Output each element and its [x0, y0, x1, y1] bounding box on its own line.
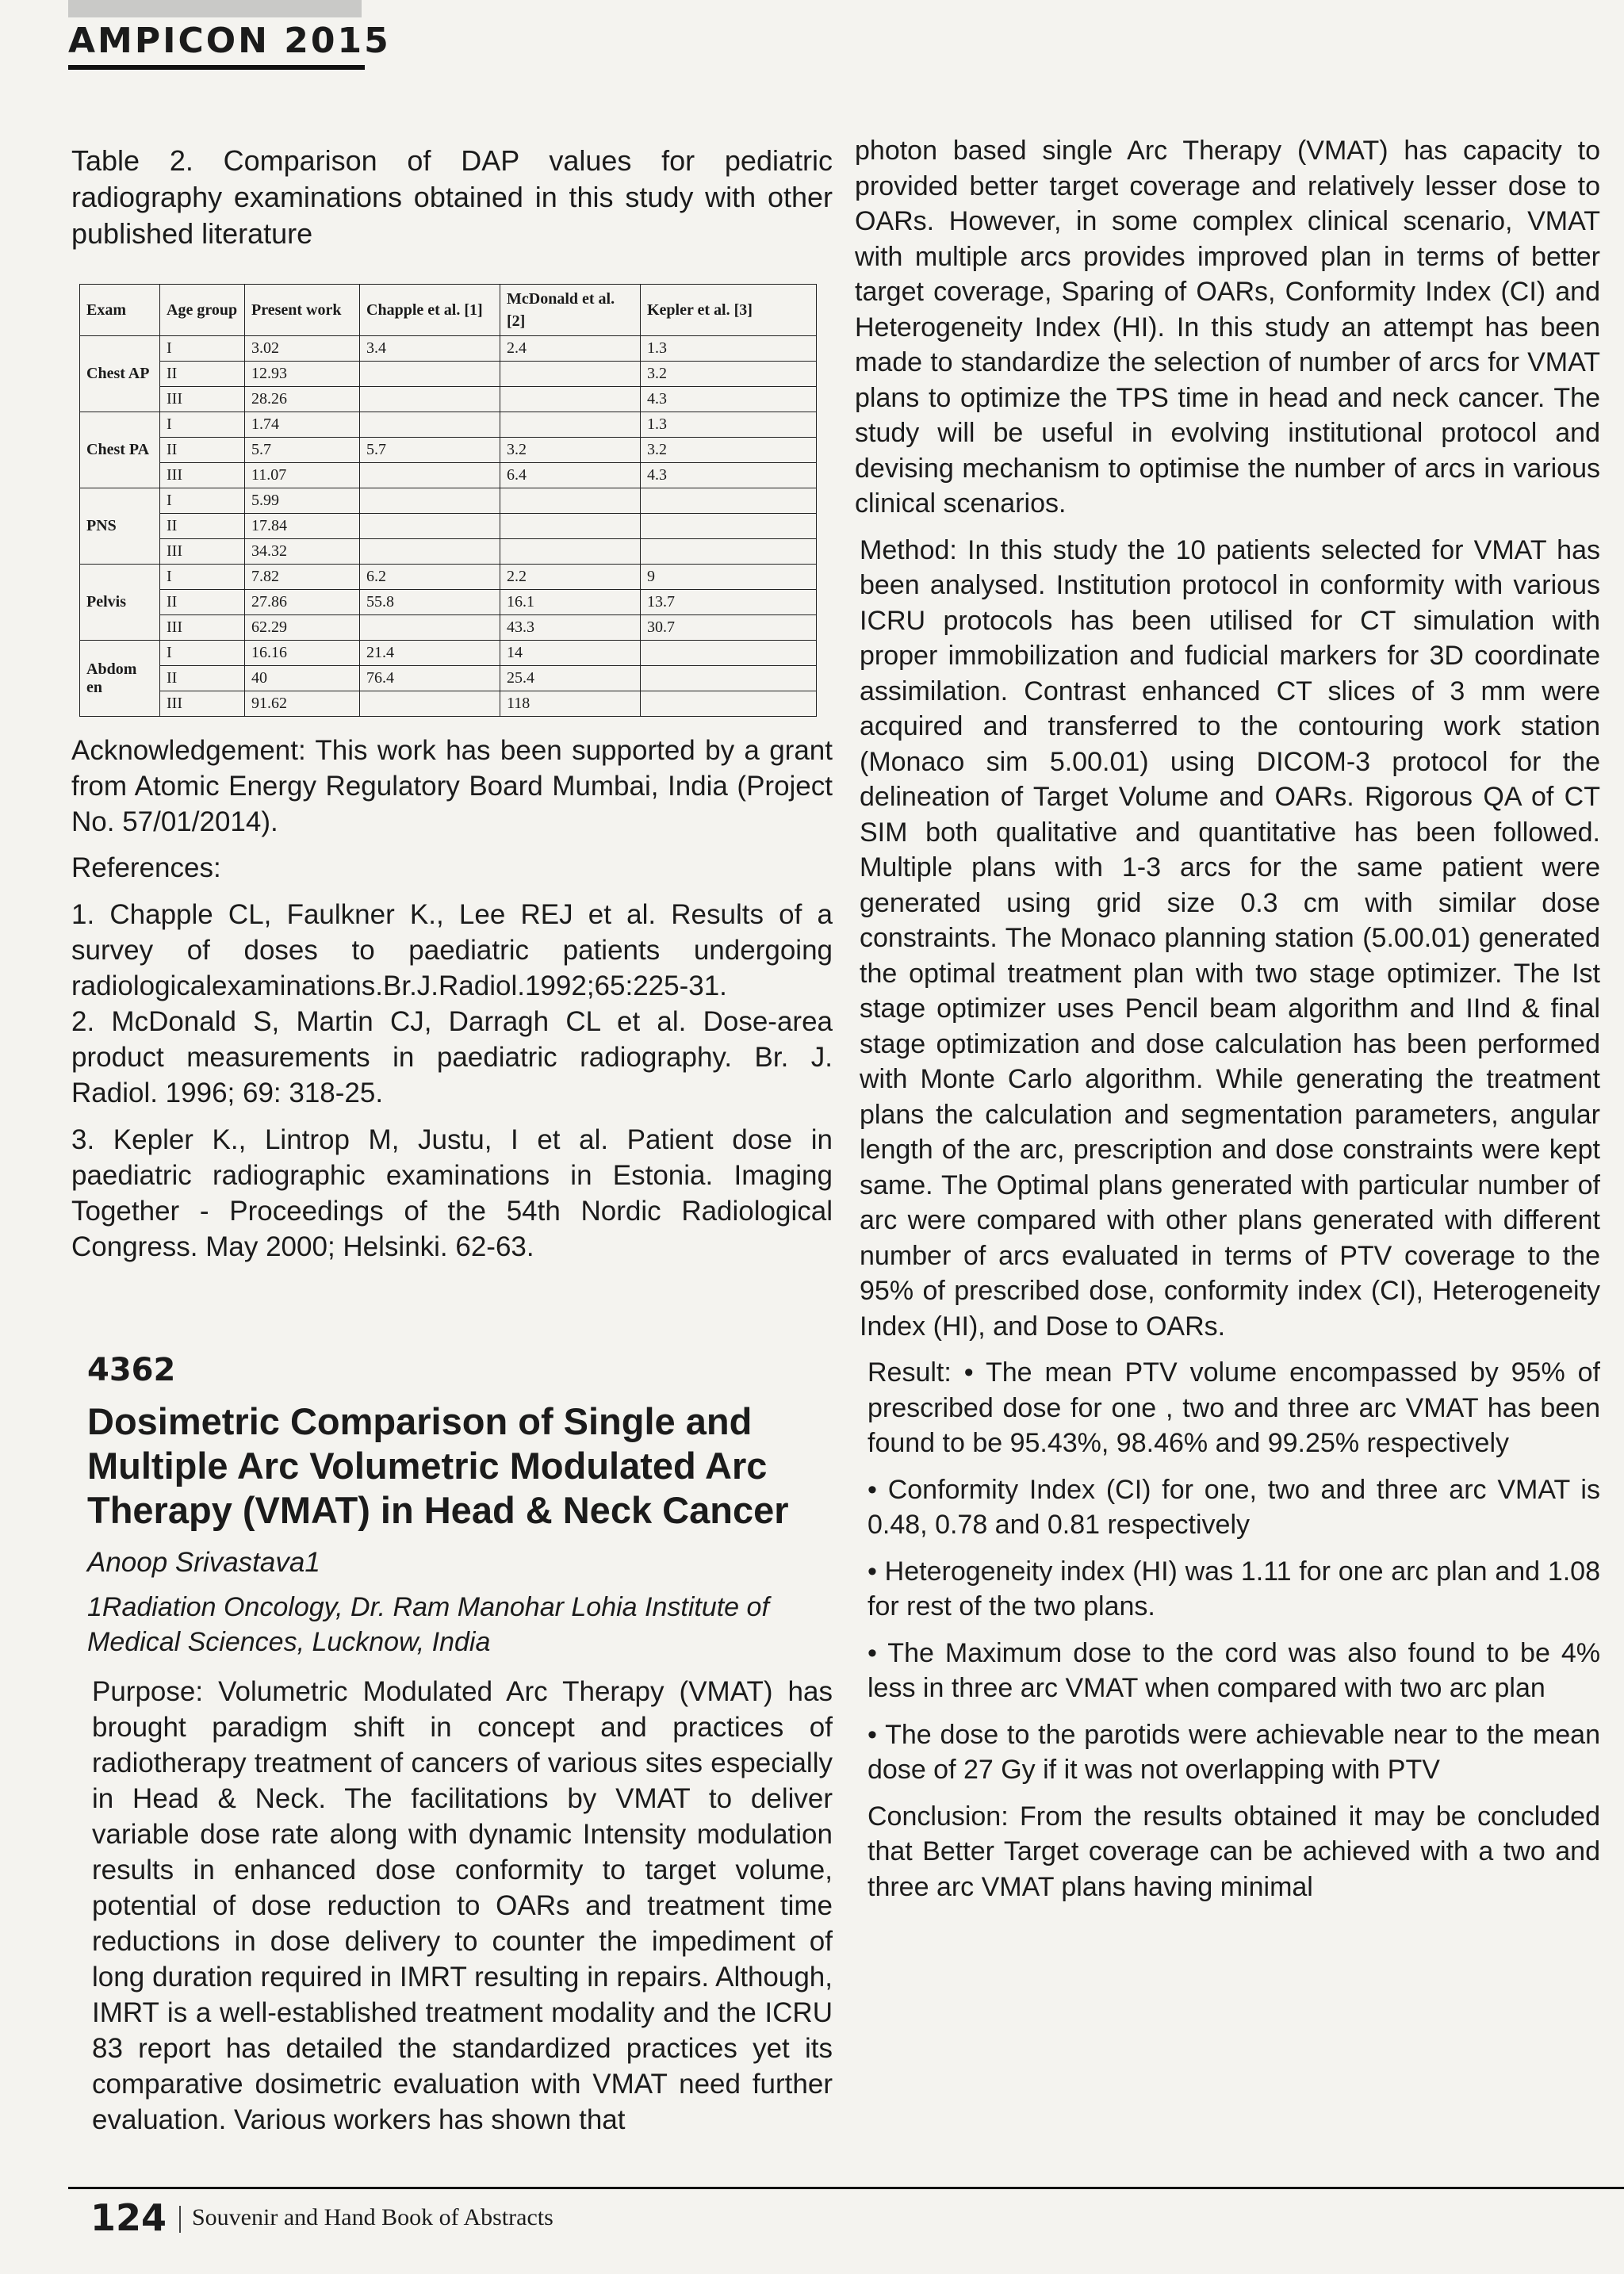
footer-text: Souvenir and Hand Book of Abstracts — [192, 2204, 553, 2230]
dap-value-cell — [500, 387, 641, 412]
dap-value-cell: 3.2 — [641, 438, 817, 463]
dap-value-cell: 6.4 — [500, 463, 641, 488]
exam-cell: Pelvis — [80, 565, 160, 641]
result-item: • Heterogeneity index (HI) was 1.11 for one arc plan and 1.08 for rest of the two plans. — [868, 1556, 1600, 1621]
dap-value-cell: 27.86 — [245, 590, 360, 615]
exam-cell: Chest PA — [80, 412, 160, 488]
acknowledgement: Acknowledgement: This work has been supported by a grant from Atomic Energy Regulatory Board Mumbai, India (Project No. 57/01/2014). — [71, 735, 833, 837]
dap-value-cell — [641, 514, 817, 539]
purpose-paragraph: Purpose: Volumetric Modulated Arc Therapy (VMAT) has brought paradigm shift in concept and practices of radiotherapy treatment of cancers of various sites especially in Head & Neck. The facilitations by VMAT to deliver variable dose rate along with dynamic Intensity modulation results in enhanced dose conformity to target volume, potential of dose reduction to OARs and treatment time reductions in dose delivery to counter the impediment of long duration required in IMRT resulting in repairs. Although, IMRT is a well-established treatment modality and the ICRU 83 report has detailed the standardized practices yet its comparative dosimetric evaluation with VMAT need further evaluation. Various workers has shown that — [92, 1676, 833, 2135]
dap-value-cell — [500, 514, 641, 539]
dap-value-cell: 1.3 — [641, 336, 817, 362]
table-caption: Table 2. Comparison of DAP values for pediatric radiography examinations obtained in this study with other published literature — [71, 144, 833, 250]
age-group-cell: III — [160, 463, 245, 488]
exam-cell: PNS — [80, 488, 160, 565]
dap-value-cell: 12.93 — [245, 362, 360, 387]
dap-value-cell — [500, 412, 641, 438]
abstract-id: 4362 — [87, 1352, 176, 1388]
table-row — [80, 615, 817, 641]
dap-value-cell — [360, 387, 500, 412]
age-group-cell: I — [160, 488, 245, 514]
header-bar — [68, 0, 362, 17]
header-cell: Chapple et al. [1] — [360, 285, 500, 336]
header-cell: Age group — [160, 285, 245, 336]
result-item: Result: • The mean PTV volume encompassed by 95% of prescribed dose for one , two and three arc VMAT has been found to be 95.43%, 98.46% and 99.25% respectively — [868, 1357, 1600, 1458]
conclusion-paragraph: Conclusion: From the results obtained it may be concluded that Better Target coverage can be achieved with a two and three arc VMAT plans having minimal — [868, 1801, 1600, 1902]
dap-value-cell — [360, 463, 500, 488]
dap-value-cell: 30.7 — [641, 615, 817, 641]
table-body — [80, 336, 817, 717]
dap-value-cell — [360, 362, 500, 387]
dap-value-cell: 1.3 — [641, 412, 817, 438]
dap-value-cell: 28.26 — [245, 387, 360, 412]
dap-value-cell: 4.3 — [641, 463, 817, 488]
dap-value-cell — [500, 539, 641, 565]
dap-value-cell: 16.16 — [245, 641, 360, 666]
dap-value-cell: 5.7 — [360, 438, 500, 463]
dap-value-cell: 43.3 — [500, 615, 641, 641]
exam-cell: Abdom en — [80, 641, 160, 717]
result-item: • The dose to the parotids were achievable near to the mean dose of 27 Gy if it was not overlapping with PTV — [868, 1719, 1600, 1785]
table-row — [80, 691, 817, 717]
dap-value-cell — [500, 488, 641, 514]
dap-value-cell: 5.99 — [245, 488, 360, 514]
dap-value-cell: 3.4 — [360, 336, 500, 362]
dap-value-cell: 3.2 — [500, 438, 641, 463]
table-row — [80, 539, 817, 565]
table-row — [80, 463, 817, 488]
author: Anoop Srivastava1 — [87, 1547, 320, 1578]
left-column — [71, 143, 833, 2149]
header-cell: Exam — [80, 285, 160, 336]
table-row — [80, 336, 817, 362]
reference-item: 1. Chapple CL, Faulkner K., Lee REJ et al. Results of a survey of doses to paediatric patients undergoing radiologicalexaminations.Br.J.Radiol.1992;65:225-31. — [71, 899, 833, 1001]
age-group-cell: III — [160, 691, 245, 717]
method-paragraph: Method: In this study the 10 patients selected for VMAT has been analysed. Institution protocol in conformity with various ICRU protocols has been utilised for CT simulation with proper immobilization and fudicial markers for 3D coordinate assimilation. Contrast enhanced CT slices of 3 mm were acquired and transferred to the contouring work station (Monaco sim 5.00.01) using DICOM-3 protocol for the delineation of Target Volume and OARs. Rigorous QA of CT SIM both qualitative and quantitative has been followed. Multiple plans with 1-3 arcs for the same patient were generated using grid size 0.3 cm with similar dose constraints. The Monaco planning station (5.00.01) generated the optimal treatment plan with two stage optimizer. The Ist stage optimizer uses Pencil beam algorithm and IInd & final stage optimization and dose calculation has been performed with Monte Carlo algorithm. While generating the treatment plans the calculation and segmentation parameters, angular length of the arc, prescription and dose constraints were kept same. The Optimal plans generated with particular number of arc were compared with other plans generated with different number of arcs evaluated in terms of PTV coverage to the 95% of prescribed dose, conformity index (CI), Heterogeneity Index (HI), and Dose to OARs. — [860, 534, 1600, 1342]
dap-value-cell: 7.82 — [245, 565, 360, 590]
table-row — [80, 666, 817, 691]
result-item: • Conformity Index (CI) for one, two and three arc VMAT is 0.48, 0.78 and 0.81 respectively — [868, 1474, 1600, 1540]
dap-value-cell: 62.29 — [245, 615, 360, 641]
dap-value-cell: 17.84 — [245, 514, 360, 539]
header-rule — [68, 65, 365, 70]
age-group-cell: II — [160, 514, 245, 539]
exam-cell: Chest AP — [80, 336, 160, 412]
dap-table — [79, 284, 817, 717]
references-label: References: — [71, 852, 221, 883]
dap-value-cell: 34.32 — [245, 539, 360, 565]
reference-item: 3. Kepler K., Lintrop M, Justu, I et al. Patient dose in paediatric radiographic examinations in Estonia. Imaging Together - Proceedings of the 54th Nordic Radiological Congress. May 2000; Helsinki. 62-63. — [71, 1124, 833, 1262]
header-cell: Kepler et al. [3] — [641, 285, 817, 336]
age-group-cell: I — [160, 412, 245, 438]
age-group-cell: III — [160, 539, 245, 565]
table-row — [80, 488, 817, 514]
dap-value-cell: 14 — [500, 641, 641, 666]
dap-value-cell: 2.2 — [500, 565, 641, 590]
dap-value-cell: 5.7 — [245, 438, 360, 463]
page-number: 124 — [90, 2196, 167, 2239]
dap-value-cell: 91.62 — [245, 691, 360, 717]
dap-value-cell — [360, 514, 500, 539]
age-group-cell: II — [160, 590, 245, 615]
reference-item: 2. McDonald S, Martin CJ, Darragh CL et al. Dose-area product measurements in paediatric radiography. Br. J. Radiol. 1996; 69: 318-25. — [71, 1006, 833, 1108]
age-group-cell: II — [160, 666, 245, 691]
table-row — [80, 565, 817, 590]
table-row — [80, 412, 817, 438]
dap-value-cell — [641, 488, 817, 514]
dap-value-cell: 21.4 — [360, 641, 500, 666]
dap-value-cell: 11.07 — [245, 463, 360, 488]
affiliation: 1Radiation Oncology, Dr. Ram Manohar Lohia Institute of Medical Sciences, Lucknow, India — [87, 1592, 769, 1657]
right-column — [855, 133, 1600, 1916]
dap-value-cell — [641, 641, 817, 666]
table-header-row — [80, 285, 817, 336]
table-row — [80, 438, 817, 463]
dap-value-cell: 76.4 — [360, 666, 500, 691]
dap-value-cell — [360, 691, 500, 717]
dap-value-cell: 2.4 — [500, 336, 641, 362]
dap-value-cell: 16.1 — [500, 590, 641, 615]
age-group-cell: II — [160, 362, 245, 387]
dap-value-cell — [641, 666, 817, 691]
dap-value-cell — [500, 362, 641, 387]
table-row — [80, 641, 817, 666]
dap-value-cell — [360, 615, 500, 641]
dap-value-cell: 9 — [641, 565, 817, 590]
table-row — [80, 514, 817, 539]
table-row — [80, 590, 817, 615]
age-group-cell: I — [160, 565, 245, 590]
purpose-continued: photon based single Arc Therapy (VMAT) has capacity to provided better target coverage and relatively lesser dose to OARs. However, in some complex clinical scenario, VMAT with multiple arcs provides improved plan in terms of better target coverage, Sparing of OARs, Conformity Index (CI) and Heterogeneity Index (HI). In this study an attempt has been made to standardize the selection of number of arcs for VMAT plans to optimize the TPS time in head and neck cancer. The study will be useful in evolving institutional protocol and devising mechanism to optimise the number of arcs in various clinical scenarios. — [855, 136, 1600, 519]
dap-value-cell: 55.8 — [360, 590, 500, 615]
dap-value-cell: 13.7 — [641, 590, 817, 615]
dap-value-cell — [641, 691, 817, 717]
dap-value-cell: 6.2 — [360, 565, 500, 590]
dap-value-cell — [641, 539, 817, 565]
dap-value-cell: 3.2 — [641, 362, 817, 387]
dap-value-cell: 118 — [500, 691, 641, 717]
dap-value-cell — [360, 412, 500, 438]
header-cell: Present work — [245, 285, 360, 336]
table-row — [80, 387, 817, 412]
footer-rule — [68, 2187, 1624, 2189]
footer-separator — [179, 2206, 181, 2233]
abstract-title: Dosimetric Comparison of Single and Multiple Arc Volumetric Modulated Arc Therapy (VMAT) in Head & Neck Cancer — [87, 1400, 789, 1531]
age-group-cell: I — [160, 336, 245, 362]
dap-value-cell: 40 — [245, 666, 360, 691]
dap-value-cell — [360, 539, 500, 565]
dap-value-cell: 3.02 — [245, 336, 360, 362]
dap-value-cell: 1.74 — [245, 412, 360, 438]
age-group-cell: III — [160, 615, 245, 641]
result-item: • The Maximum dose to the cord was also found to be 4% less in three arc VMAT when compared with two arc plan — [868, 1637, 1600, 1703]
dap-value-cell: 25.4 — [500, 666, 641, 691]
age-group-cell: I — [160, 641, 245, 666]
age-group-cell: III — [160, 387, 245, 412]
age-group-cell: II — [160, 438, 245, 463]
conference-name: AMPICON 2015 — [68, 21, 391, 61]
dap-value-cell: 4.3 — [641, 387, 817, 412]
table-row — [80, 362, 817, 387]
dap-value-cell — [360, 488, 500, 514]
header-cell: McDonald et al. [2] — [500, 285, 641, 336]
